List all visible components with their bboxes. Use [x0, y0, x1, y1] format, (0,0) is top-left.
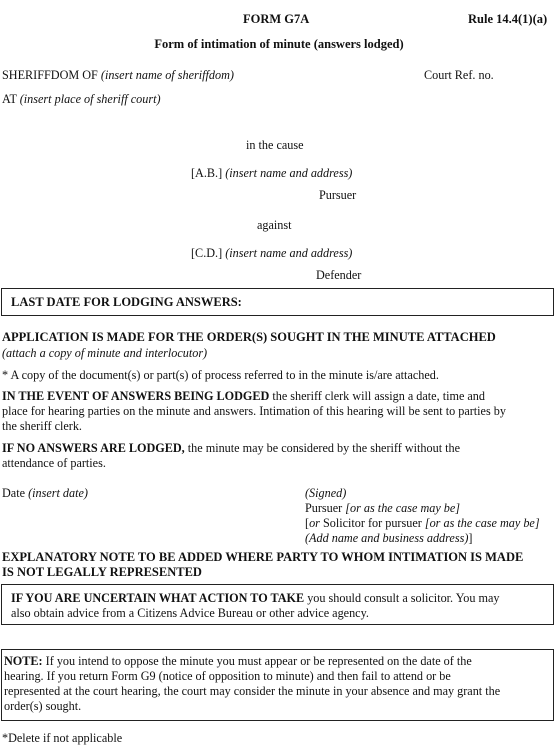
pursuer-label: Pursuer — [319, 188, 357, 202]
application-heading: APPLICATION IS MADE FOR THE ORDER(S) SOUGHT IN THE MINUTE ATTACHED — [2, 330, 496, 344]
court-ref: Court Ref. no. — [424, 68, 494, 82]
note-text — [4, 654, 500, 714]
uncertain-line1: you should consult a solicitor. You may — [304, 591, 500, 605]
note-box — [1, 649, 554, 721]
signature-solicitor-line — [305, 516, 540, 531]
form-subtitle: Form of intimation of minute (answers lodged) — [154, 37, 404, 51]
event-bold: IN THE EVENT OF ANSWERS BEING LODGED — [2, 389, 270, 403]
in-the-cause: in the cause — [246, 138, 304, 152]
uncertain-line2: also obtain advice from a Citizens Advice Bureau or other advice agency. — [11, 606, 369, 620]
delete-note: *Delete if not applicable — [2, 731, 123, 745]
against-label: against — [257, 218, 292, 232]
note-bold: NOTE: — [4, 654, 43, 668]
star-note: * A copy of the document(s) or part(s) of process referred to in the minute is/are attached. — [2, 368, 439, 382]
address-close: ] — [468, 531, 473, 545]
sheriffdom-line — [2, 68, 234, 83]
note-line3: represented at the court hearing, the court may consider the minute in your absence and may grant the — [4, 684, 501, 698]
signature-pursuer: Pursuer — [305, 501, 346, 515]
ab-label: [A.B.] — [191, 166, 223, 180]
event-paragraph — [2, 389, 554, 434]
at-hint: (insert place of sheriff court) — [19, 92, 161, 106]
no-answers-line1: the minute may be considered by the sheriff without the — [184, 441, 461, 455]
uncertain-bold: IF YOU ARE UNCERTAIN WHAT ACTION TO TAKE — [11, 591, 305, 605]
no-answers-line2: attendance of parties. — [2, 456, 106, 470]
signature-pursuer-line — [305, 501, 460, 516]
cd-label: [C.D.] — [191, 246, 223, 260]
form-title: FORM G7A — [243, 12, 310, 26]
explanatory-line1: EXPLANATORY NOTE TO BE ADDED WHERE PARTY TO WHOM INTIMATION IS MADE — [2, 550, 524, 564]
note-line4: order(s) sought. — [4, 699, 82, 713]
explanatory-line2: IS NOT LEGALLY REPRESENTED — [2, 565, 202, 579]
solicitor-or: or — [309, 516, 320, 530]
date-hint: (insert date) — [28, 486, 88, 500]
sheriffdom-hint: (insert name of sheriffdom) — [100, 68, 234, 82]
signature-address-line — [305, 531, 472, 546]
solicitor-text: Solicitor for pursuer — [319, 516, 425, 530]
ab-line — [191, 166, 352, 181]
no-answers-paragraph — [2, 441, 554, 471]
event-line2: place for hearing parties on the minute and answers. Intimation of this hearing will be sent to parties by — [2, 404, 506, 418]
ab-hint: (insert name and address) — [225, 166, 353, 180]
at-line — [2, 92, 161, 107]
address-hint: (Add name and business address) — [305, 531, 469, 545]
uncertain-text — [11, 591, 500, 621]
event-line3: the sheriff clerk. — [2, 419, 82, 433]
no-answers-bold: IF NO ANSWERS ARE LODGED, — [2, 441, 185, 455]
defender-label: Defender — [316, 268, 362, 282]
cd-line — [191, 246, 352, 261]
sheriffdom-label: SHERIFFDOM OF — [2, 68, 98, 82]
signature-pursuer-hint: [or as the case may be] — [345, 501, 461, 515]
last-date-label: LAST DATE FOR LODGING ANSWERS: — [11, 295, 242, 309]
event-line1: the sheriff clerk will assign a date, time and — [269, 389, 485, 403]
explanatory-note — [2, 550, 523, 580]
date-label: Date — [2, 486, 26, 500]
at-label: AT — [2, 92, 17, 106]
last-date-box — [1, 288, 554, 316]
date-line — [2, 486, 88, 501]
uncertain-box — [1, 584, 554, 625]
note-line2: hearing. If you return Form G9 (notice of opposition to minute) and then fail to attend or be — [4, 669, 451, 683]
solicitor-hint: [or as the case may be] — [424, 516, 540, 530]
solicitor-open: [ — [305, 516, 310, 530]
note-line1: If you intend to oppose the minute you must appear or be represented on the date of the — [42, 654, 472, 668]
rule-reference: Rule 14.4(1)(a) — [468, 12, 548, 26]
application-hint: (attach a copy of minute and interlocutor) — [2, 346, 208, 360]
signed-label: (Signed) — [305, 486, 347, 500]
cd-hint: (insert name and address) — [225, 246, 353, 260]
